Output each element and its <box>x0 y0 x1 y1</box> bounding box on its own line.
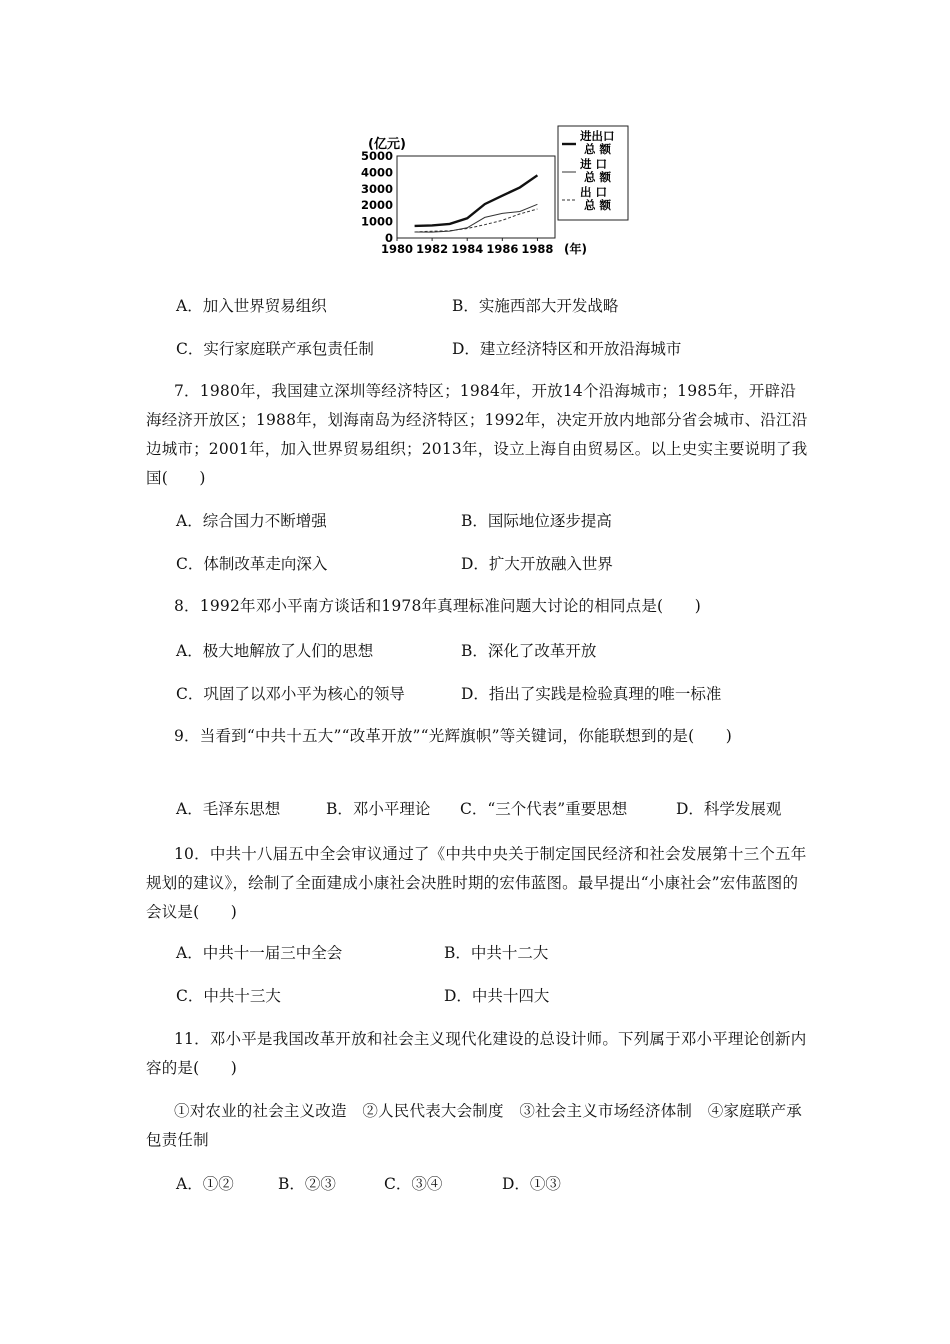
q7-option-c[interactable]: C．体制改革走向深入 <box>176 555 328 573</box>
y-tick-label: 0 <box>384 231 393 245</box>
chart-ylabel: (亿元) <box>368 137 406 152</box>
legend-label-2: 总 额 <box>584 198 612 212</box>
trade-chart <box>350 122 640 262</box>
q6-option-a[interactable]: A．加入世界贸易组织 <box>176 297 327 315</box>
legend-label-1: 总 额 <box>584 170 612 184</box>
q7-option-b[interactable]: B．国际地位逐步提高 <box>461 512 612 530</box>
q9-option-c[interactable]: C．“三个代表”重要思想 <box>460 800 628 818</box>
q10-option-d[interactable]: D．中共十四大 <box>444 987 550 1005</box>
q6-options-row-1 <box>176 294 816 318</box>
y-tick-label: 3000 <box>360 181 393 196</box>
x-tick-label: 1982 <box>416 242 449 256</box>
q11-option-c[interactable]: C．③④ <box>384 1175 443 1193</box>
q6-options-row-2 <box>176 337 816 361</box>
q9-option-d[interactable]: D．科学发展观 <box>676 800 782 818</box>
q10-option-c[interactable]: C．中共十三大 <box>176 987 281 1005</box>
q8-options-row-2 <box>176 682 816 706</box>
q7-options-row-1 <box>176 509 816 533</box>
series-line-0 <box>415 175 538 226</box>
y-tick-label: 2000 <box>360 198 393 213</box>
y-tick-label: 4000 <box>360 165 393 180</box>
q9-option-b[interactable]: B．邓小平理论 <box>326 800 431 818</box>
chart-xlabel: (年) <box>564 242 587 256</box>
q7-option-a[interactable]: A．综合国力不断增强 <box>176 512 327 530</box>
series-line-1 <box>415 204 538 232</box>
q9-option-a[interactable]: A．毛泽东思想 <box>176 800 281 818</box>
q8-stem: 8．1992年邓小平南方谈话和1978年真理标准问题大讨论的相同点是( ) <box>174 597 701 615</box>
q8-option-c[interactable]: C．巩固了以邓小平为核心的领导 <box>176 685 405 703</box>
q11-option-a[interactable]: A．①② <box>176 1175 234 1193</box>
q9-stem: 9．当看到“中共十五大”“改革开放”“光辉旗帜”等关键词，你能联想到的是( ) <box>174 727 733 745</box>
q8-option-d[interactable]: D．指出了实践是检验真理的唯一标准 <box>461 685 722 703</box>
q11-option-b[interactable]: B．②③ <box>278 1175 336 1193</box>
legend-label-1: 进 口 <box>580 157 608 171</box>
q10-stem: 10．中共十八届五中全会审议通过了《中共中央关于制定国民经济和社会发展第十三个五年规划的建议》，绘制了全面建成小康社会决胜时期的宏伟蓝图。最早提出“小康社会”宏伟蓝图的会议是( ) <box>146 845 807 921</box>
legend-label-2: 出 口 <box>580 185 608 199</box>
q7-stem: 7．1980年，我国建立深圳等经济特区；1984年，开放14个沿海城市；1985年，开辟沿海经济开放区；1988年，划海南岛为经济特区；1992年，决定开放内地部分省会城市、沿江沿边城市；2001年，加入世界贸易组织；2013年，设立上海自由贸易区。以上史实主要说明了我国( ) <box>146 382 808 487</box>
y-tick-label: 5000 <box>360 149 393 163</box>
q8-options-row-1 <box>176 639 816 663</box>
q6-option-d[interactable]: D．建立经济特区和开放沿海城市 <box>452 340 682 358</box>
q7-options-row-2 <box>176 552 816 576</box>
q10-options-row-2 <box>176 984 816 1008</box>
q10-option-a[interactable]: A．中共十一届三中全会 <box>176 944 343 962</box>
q11-stem: 11．邓小平是我国改革开放和社会主义现代化建设的总设计师。下列属于邓小平理论创新内容的是( ) <box>146 1030 807 1077</box>
q11-items: ①对农业的社会主义改造 ②人民代表大会制度 ③社会主义市场经济体制 ④家庭联产承包责任制 <box>146 1102 803 1149</box>
q10-option-b[interactable]: B．中共十二大 <box>444 944 549 962</box>
legend-label-0: 总 额 <box>584 142 612 156</box>
q9-options-row <box>176 797 816 821</box>
q10-options-row-1 <box>176 941 816 965</box>
y-tick-label: 1000 <box>360 214 393 229</box>
q8-option-a[interactable]: A．极大地解放了人们的思想 <box>176 642 374 660</box>
q11-option-d[interactable]: D．①③ <box>502 1175 561 1193</box>
q6-option-b[interactable]: B．实施西部大开发战略 <box>452 297 619 315</box>
q8-option-b[interactable]: B．深化了改革开放 <box>461 642 597 660</box>
legend-label-0: 进出口 <box>580 129 615 143</box>
x-tick-label: 1980 <box>380 242 414 256</box>
trade-chart-svg <box>350 122 640 262</box>
x-tick-label: 1988 <box>521 242 554 256</box>
q7-option-d[interactable]: D．扩大开放融入世界 <box>461 555 613 573</box>
q6-option-c[interactable]: C．实行家庭联产承包责任制 <box>176 340 374 358</box>
x-tick-label: 1984 <box>451 242 484 256</box>
q11-options-row <box>176 1172 816 1196</box>
x-tick-label: 1986 <box>486 242 519 256</box>
